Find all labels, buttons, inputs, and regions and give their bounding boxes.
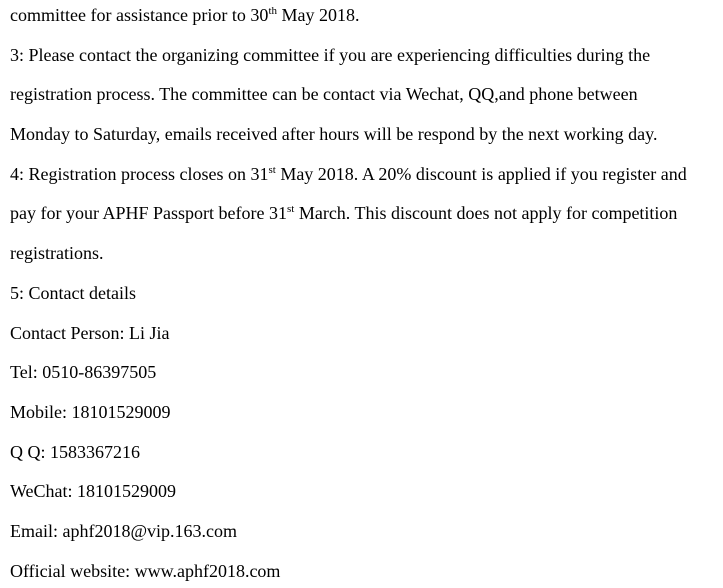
- text-segment: Email: aphf2018@vip.163.com: [10, 520, 238, 541]
- text-segment: Monday to Saturday, emails received after hours will be respond by the next working day.: [10, 124, 658, 145]
- text-segment: 5: Contact details: [10, 282, 136, 303]
- text-segment: WeChat: 18101529009: [10, 481, 177, 502]
- contact-person-line: [10, 314, 717, 354]
- ordinal-superscript: st: [268, 163, 276, 176]
- mobile-line: [10, 393, 717, 433]
- text-segment: May 2018.: [277, 5, 360, 25]
- text-segment: 3: Please contact the organizing committee if you are experiencing difficulties during the: [10, 44, 651, 65]
- tel-line: [10, 353, 717, 393]
- text-segment: 4: Registration process closes on 31: [10, 163, 269, 184]
- para-4-line-1: [10, 155, 717, 195]
- text-segment: May 2018. A 20% discount is applied if you register and: [275, 163, 687, 184]
- text-segment: March. This discount does not apply for competition: [294, 203, 678, 224]
- para-3-line-3: [10, 115, 717, 155]
- ordinal-superscript: th: [268, 5, 277, 17]
- text-segment: Tel: 0510-86397505: [10, 362, 157, 383]
- text-segment: registrations.: [10, 243, 104, 264]
- email-line: [10, 512, 717, 552]
- para-3-line-2: [10, 75, 717, 115]
- text-segment: Mobile: 18101529009: [10, 401, 171, 422]
- text-segment: pay for your APHF Passport before 31: [10, 203, 287, 224]
- para-4-line-2: [10, 194, 717, 234]
- para-2-continuation: [10, 0, 717, 36]
- ordinal-superscript: st: [286, 203, 295, 216]
- wechat-line: [10, 472, 717, 512]
- para-3-line-1: [10, 36, 717, 76]
- qq-line: [10, 433, 717, 473]
- text-segment: committee for assistance prior to 30: [10, 5, 269, 25]
- text-segment: Q Q: 1583367216: [10, 441, 140, 462]
- website-line: [10, 552, 717, 588]
- text-segment: Official website: www.aphf2018.com: [10, 560, 281, 581]
- para-5-heading: [10, 274, 717, 314]
- text-segment: registration process. The committee can be contact via Wechat, QQ,and phone between: [10, 84, 638, 105]
- text-segment: Contact Person: Li Jia: [10, 322, 170, 343]
- para-4-line-3: [10, 234, 717, 274]
